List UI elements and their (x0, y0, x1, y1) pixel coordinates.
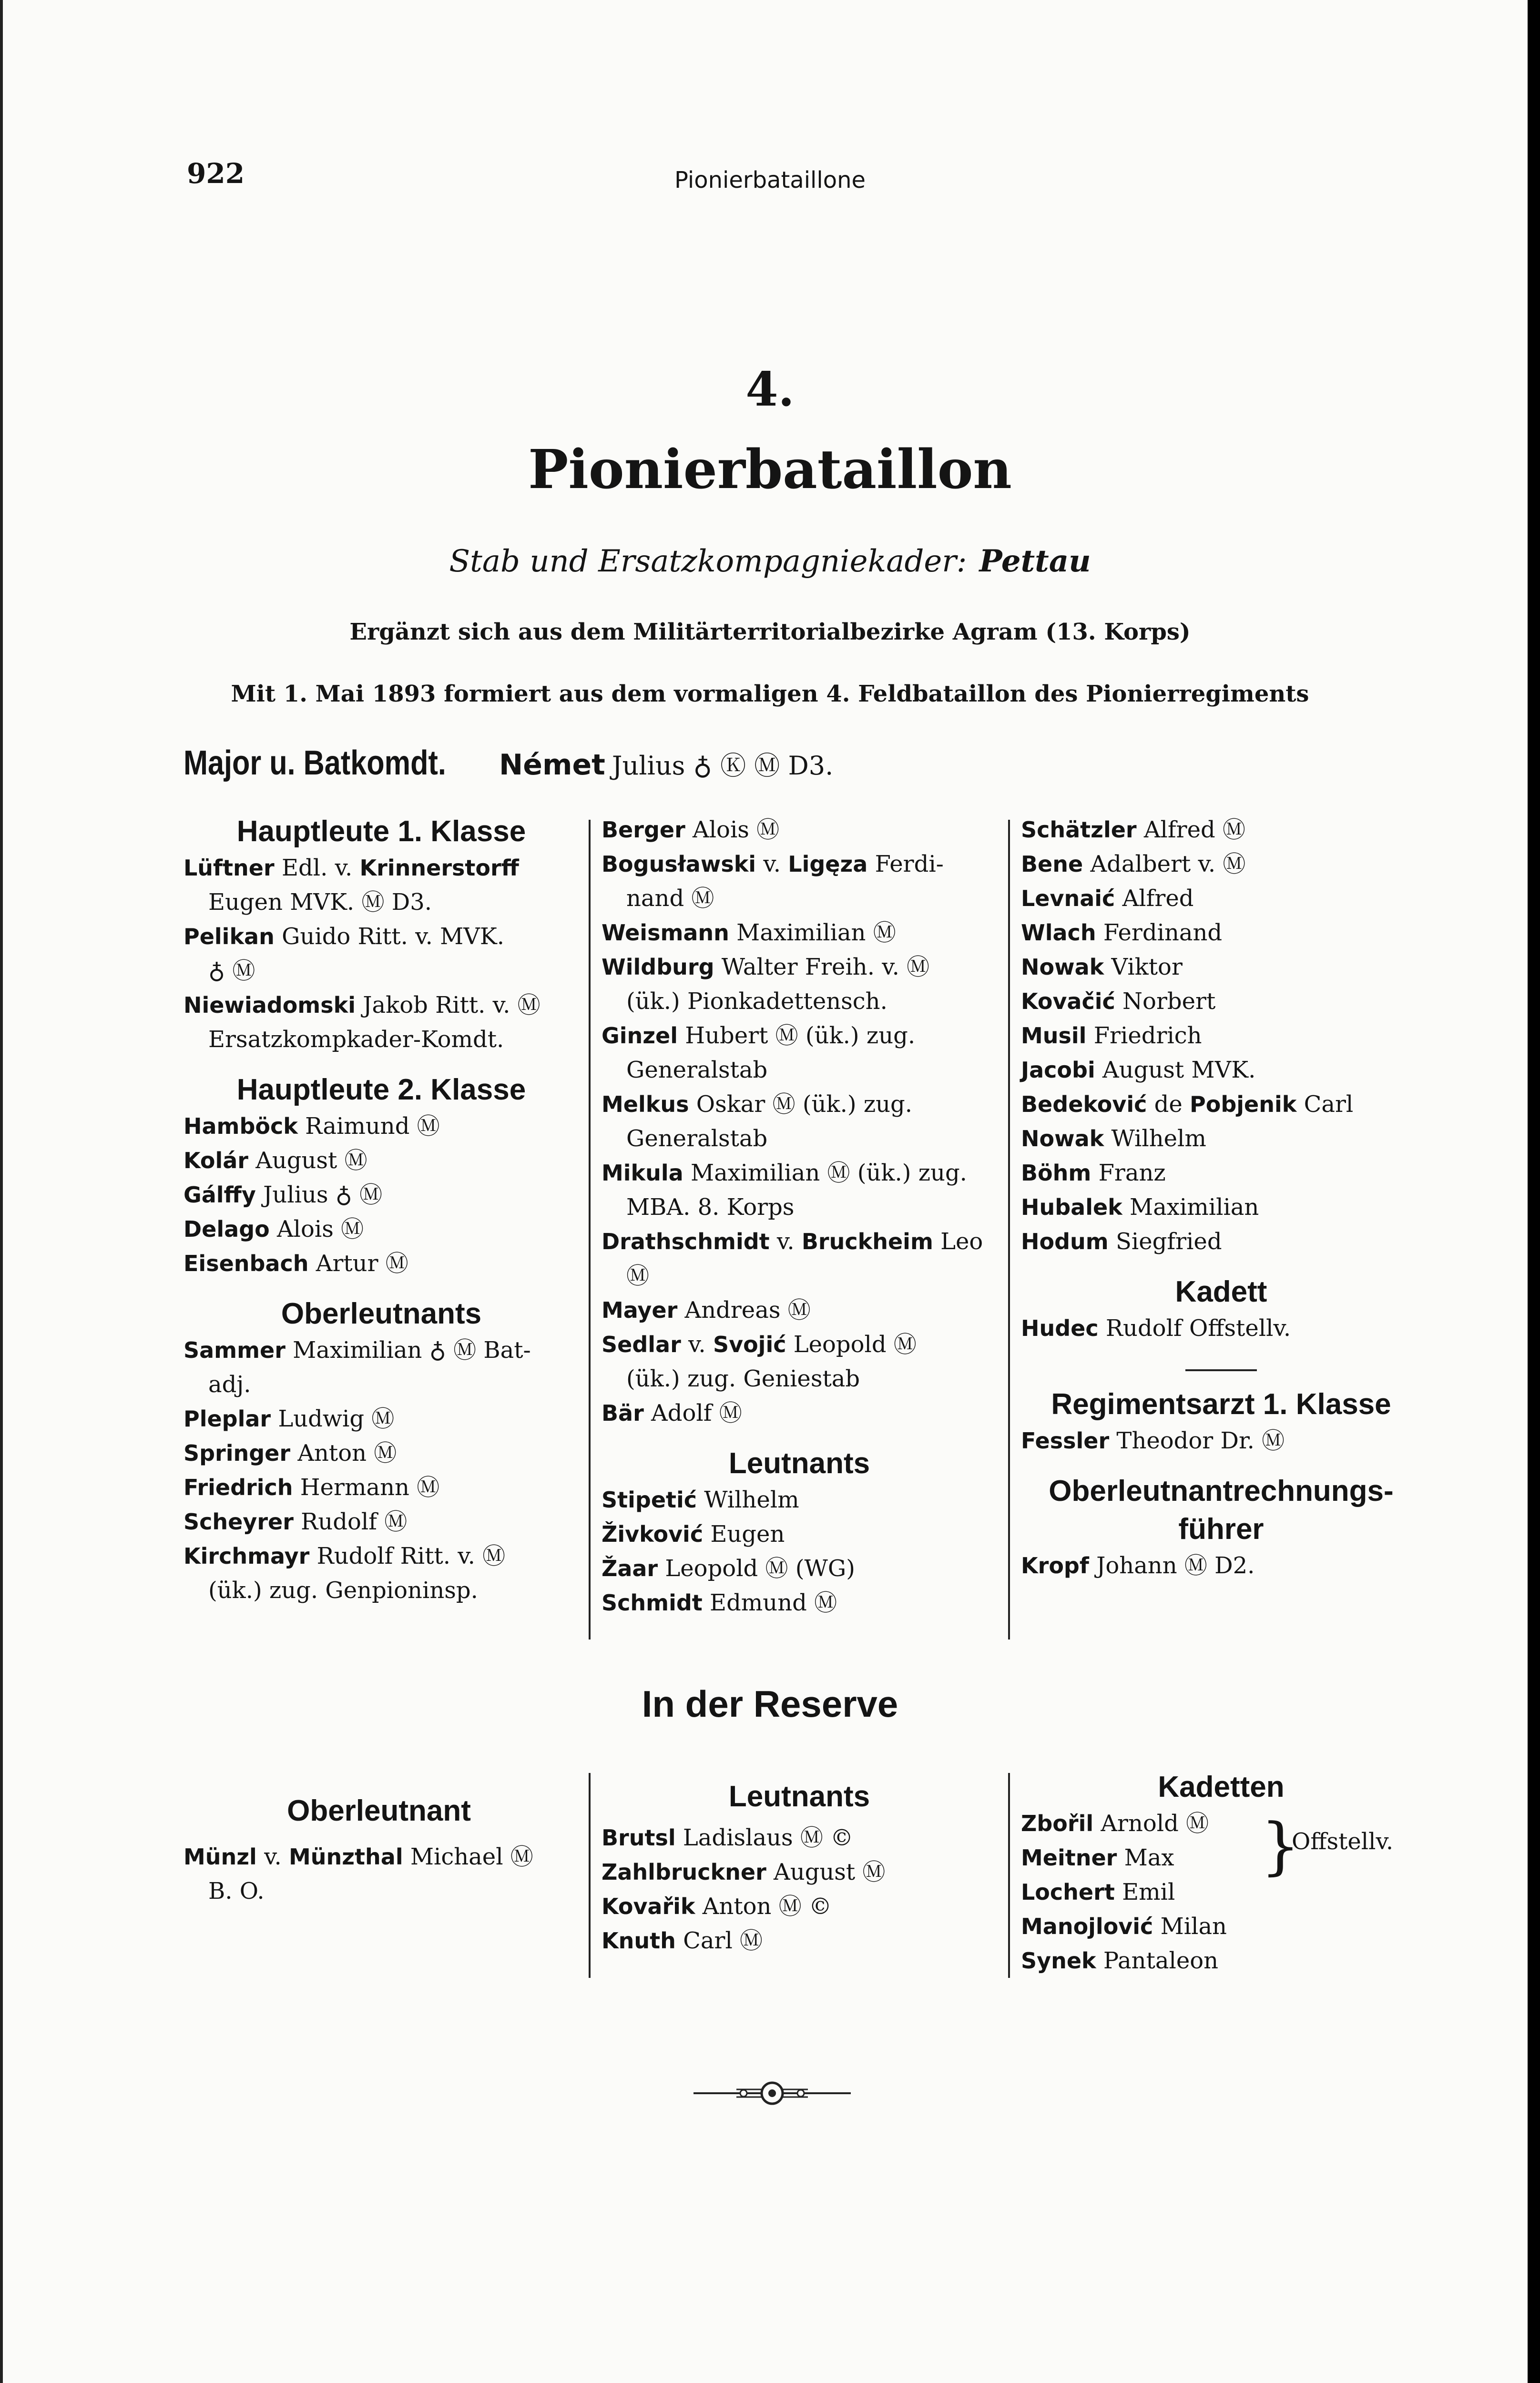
officer-entry: Münzl v. Münzthal Michael Ⓜ (184, 1843, 533, 1870)
commander-line (184, 743, 833, 783)
officer-entry: Kolár August Ⓜ (184, 1147, 367, 1174)
section-heading: Leutnants (728, 1447, 870, 1480)
officer-entry: Weismann Maximilian Ⓜ (602, 919, 896, 946)
entry-continuation: Ⓜ (626, 1263, 650, 1289)
officer-entry: Berger Alois Ⓜ (602, 816, 780, 843)
unit-title: Pionierbataillon (528, 438, 1012, 501)
officer-entry: Synek Pantaleon (1021, 1947, 1219, 1974)
officer-entry: Bedeković de Pobjenik Carl (1021, 1091, 1354, 1118)
commander-rank: Major u. Batkomdt. (184, 744, 446, 782)
running-head: Pionierbataillone (674, 167, 866, 193)
section-heading: Regimentsarzt 1. Klasse (1051, 1388, 1391, 1421)
commander-details: Julius ♁ Ⓚ Ⓜ D3. (612, 751, 834, 781)
column-1 (184, 813, 579, 1608)
commander-surname: Német (499, 748, 605, 782)
officer-entry: Nowak Wilhelm (1021, 1125, 1206, 1152)
officer-entry: Zbořil Arnold Ⓜ (1021, 1810, 1209, 1837)
officer-entry: Musil Friedrich (1021, 1022, 1202, 1049)
subtitle-prefix: Stab und Ersatzkompagniekader: (449, 544, 967, 579)
section-heading: Oberleutnants (281, 1297, 482, 1330)
officer-entry: Gálffy Julius ♁ Ⓜ (184, 1181, 383, 1208)
officer-entry: Sedlar v. Svojić Leopold Ⓜ (602, 1331, 917, 1358)
officer-entry: Wildburg Walter Freih. v. Ⓜ (602, 954, 930, 980)
entry-continuation: adj. (208, 1371, 251, 1398)
officer-entry: Zahlbruckner August Ⓜ (602, 1859, 886, 1885)
column-rule (1008, 1773, 1010, 1978)
officer-entry: Brutsl Ladislaus Ⓜ © (602, 1824, 854, 1851)
section-heading: Kadetten (1158, 1771, 1285, 1803)
officer-entry: Levnaić Alfred (1021, 885, 1194, 912)
reserve-column-1 (184, 1792, 574, 1908)
entry-continuation: nand Ⓜ (626, 885, 714, 912)
unit-number: 4. (745, 362, 795, 417)
scan-edge-left (0, 0, 3, 2383)
officer-entry: Meitner Max (1021, 1844, 1174, 1871)
officer-entry: Stipetić Wilhelm (602, 1487, 799, 1513)
scan-edge-right (1528, 0, 1540, 2383)
section-heading: Hauptleute 2. Klasse (236, 1073, 526, 1106)
subtitle-place: Pettau (979, 543, 1091, 579)
column-3 (1021, 813, 1421, 1583)
officer-entry: Lüftner Edl. v. Krinnerstorff (184, 855, 519, 881)
officer-entry: Niewiadomski Jakob Ritt. v. Ⓜ (184, 992, 541, 1018)
brace-note: Offstellv. (1292, 1828, 1394, 1855)
officer-entry: Schmidt Edmund Ⓜ (602, 1589, 837, 1616)
officer-entry: Manojlović Milan (1021, 1913, 1227, 1940)
column-rule (589, 820, 591, 1640)
officer-entry: Eisenbach Artur Ⓜ (184, 1250, 408, 1277)
officer-entry: Lochert Emil (1021, 1879, 1175, 1905)
entry-continuation: (ük.) zug. Geniestab (626, 1365, 860, 1392)
column-2 (602, 813, 997, 1620)
officer-entry: Pleplar Ludwig Ⓜ (184, 1405, 395, 1432)
section-heading: Oberleutnant (287, 1794, 471, 1827)
grouping-brace: } (1261, 1810, 1300, 1882)
officer-entry: Kirchmayr Rudolf Ritt. v. Ⓜ (184, 1543, 506, 1569)
entry-continuation: Eugen MVK. Ⓜ D3. (208, 889, 432, 916)
subtitle (0, 543, 1540, 579)
reserve-column-2 (602, 1778, 997, 1958)
officer-entry: Bär Adolf Ⓜ (602, 1400, 742, 1426)
officer-entry: Nowak Viktor (1021, 954, 1183, 980)
officer-entry: Hodum Siegfried (1021, 1228, 1222, 1255)
entry-continuation: (ük.) Pionkadettensch. (626, 988, 887, 1015)
entry-continuation: Ersatzkompkader-Komdt. (208, 1026, 504, 1053)
section-heading: Oberleutnantrechnungs- (1049, 1475, 1394, 1507)
officer-entry: Bogusławski v. Ligęza Ferdi- (602, 851, 944, 877)
complement-line: Ergänzt sich aus dem Militärterritorialbezirke Agram (13. Korps) (349, 619, 1191, 645)
officer-entry: Hamböck Raimund Ⓜ (184, 1113, 440, 1140)
reserve-column-3 (1021, 1768, 1421, 1978)
officer-entry: Hubalek Maximilian (1021, 1194, 1259, 1221)
officer-entry: Jacobi August MVK. (1021, 1057, 1256, 1083)
officer-entry: Sammer Maximilian ♁ Ⓜ Bat- (184, 1337, 531, 1364)
section-heading: Kadett (1175, 1275, 1267, 1308)
officer-entry: Scheyrer Rudolf Ⓜ (184, 1508, 408, 1535)
officer-entry: Mikula Maximilian Ⓜ (ük.) zug. (602, 1160, 967, 1186)
officer-entry: Delago Alois Ⓜ (184, 1216, 364, 1242)
officer-entry: Böhm Franz (1021, 1160, 1166, 1186)
officer-entry: Springer Anton Ⓜ (184, 1440, 397, 1466)
entry-continuation: Generalstab (626, 1057, 768, 1083)
entry-continuation: ♁ Ⓜ (208, 957, 255, 984)
entry-continuation: Generalstab (626, 1125, 768, 1152)
officer-entry: Friedrich Hermann Ⓜ (184, 1474, 440, 1501)
officer-entry: Wlach Ferdinand (1021, 919, 1223, 946)
page-number: 922 (187, 157, 245, 190)
entry-continuation: MBA. 8. Korps (626, 1194, 795, 1221)
officer-entry: Ginzel Hubert Ⓜ (ük.) zug. (602, 1022, 916, 1049)
officer-entry: Hudec Rudolf Offstellv. (1021, 1315, 1291, 1342)
entry-continuation: B. O. (208, 1878, 265, 1904)
officer-entry: Pelikan Guido Ritt. v. MVK. (184, 923, 505, 950)
ornament-divider (694, 2079, 851, 2108)
officer-entry: Živković Eugen (602, 1521, 785, 1548)
officer-entry: Kovačić Norbert (1021, 988, 1216, 1015)
officer-entry: Fessler Theodor Dr. Ⓜ (1021, 1427, 1285, 1454)
officer-entry: Mayer Andreas Ⓜ (602, 1297, 811, 1324)
section-heading: Leutnants (728, 1780, 870, 1813)
officer-entry: Knuth Carl Ⓜ (602, 1927, 763, 1954)
section-divider (1185, 1369, 1257, 1371)
formation-line: Mit 1. Mai 1893 formiert aus dem vormaligen 4. Feldbataillon des Pionierregiments (231, 681, 1309, 707)
officer-entry: Drathschmidt v. Bruckheim Leo (602, 1228, 983, 1255)
officer-entry: Kropf Johann Ⓜ D2. (1021, 1552, 1255, 1579)
officer-entry: Bene Adalbert v. Ⓜ (1021, 851, 1246, 877)
officer-entry: Melkus Oskar Ⓜ (ük.) zug. (602, 1091, 913, 1118)
section-heading-cont: führer (1178, 1513, 1264, 1546)
column-rule (589, 1773, 591, 1978)
officer-entry: Kovařik Anton Ⓜ © (602, 1893, 832, 1920)
section-heading: Hauptleute 1. Klasse (236, 815, 526, 848)
entry-continuation: (ük.) zug. Genpioninsp. (208, 1577, 478, 1604)
officer-entry: Schätzler Alfred Ⓜ (1021, 816, 1245, 843)
column-rule (1008, 820, 1010, 1640)
reserve-title: In der Reserve (642, 1683, 898, 1725)
officer-entry: Žaar Leopold Ⓜ (WG) (602, 1555, 855, 1582)
